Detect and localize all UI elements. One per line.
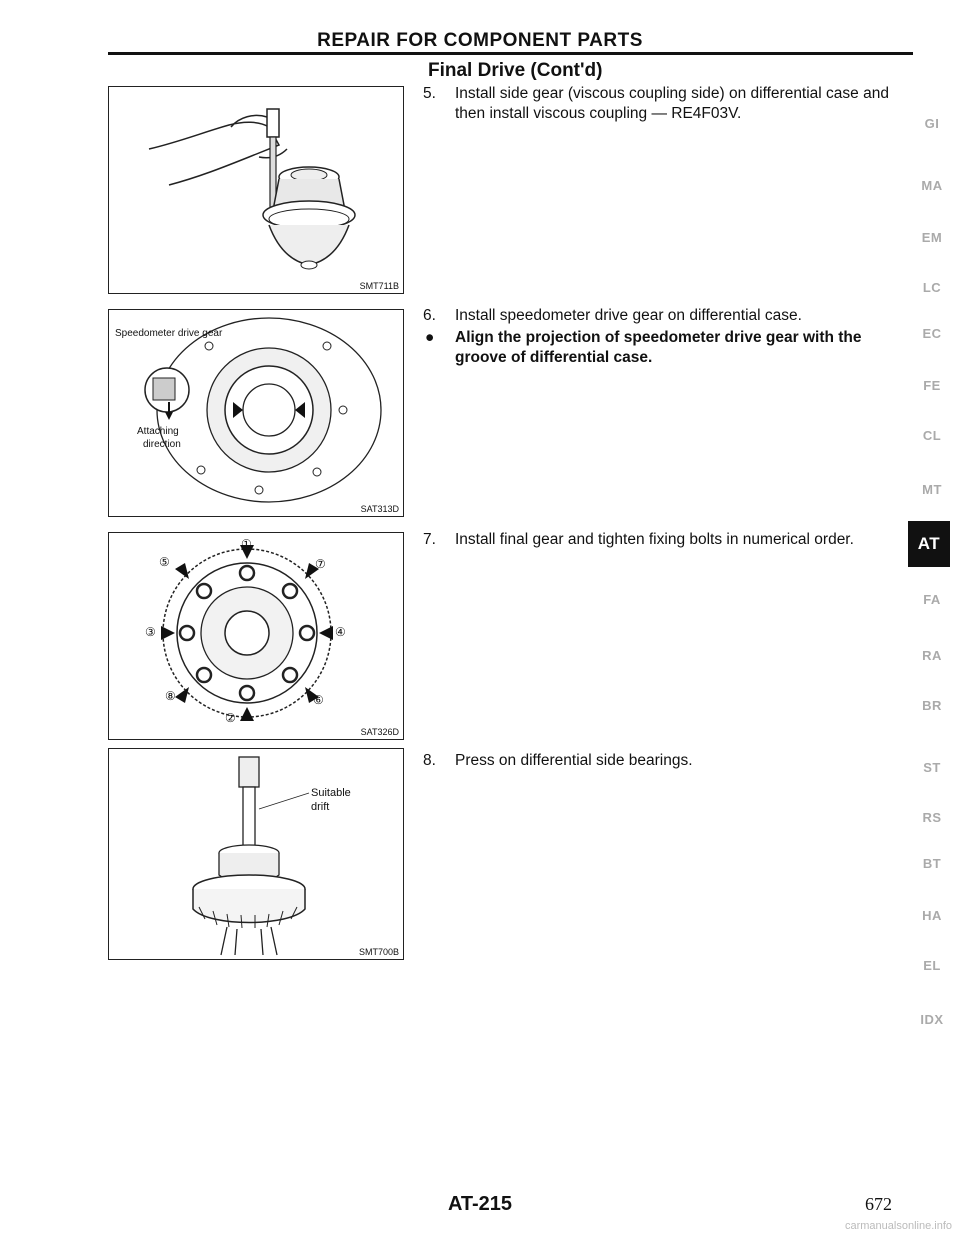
bolt-label-5: ⑤ <box>159 555 170 569</box>
bolt-label-2: ② <box>225 711 236 725</box>
page-number: AT-215 <box>447 1193 513 1215</box>
tab-fa[interactable]: FA <box>923 592 941 607</box>
tab-br[interactable]: BR <box>922 698 942 713</box>
bolt-label-3: ③ <box>145 625 156 639</box>
page-header-title: REPAIR FOR COMPONENT PARTS <box>317 30 643 51</box>
bolt-label-8: ⑧ <box>165 689 176 703</box>
tab-cl[interactable]: CL <box>922 428 942 443</box>
bolt-label-7: ⑦ <box>315 557 326 571</box>
bolt-label-4: ④ <box>335 625 346 639</box>
tab-st[interactable]: ST <box>923 760 941 775</box>
tab-fe[interactable]: FE <box>923 378 941 393</box>
tab-lc[interactable]: LC <box>922 280 942 295</box>
step-5 <box>423 84 911 124</box>
figure-final-gear-bolts <box>108 532 404 740</box>
tab-gi[interactable]: GI <box>924 116 940 131</box>
figure-viscous-coupling-install <box>108 86 404 294</box>
tab-em[interactable]: EM <box>921 230 943 245</box>
label-speedometer-drive-gear: Speedometer drive gear <box>115 328 223 339</box>
tab-ec[interactable]: EC <box>922 326 942 341</box>
tab-bt[interactable]: BT <box>922 856 942 871</box>
figure-code: SAT313D <box>360 504 399 514</box>
watermark: carmanualsonline.info <box>844 1220 952 1232</box>
step-text: Press on differential side bearings. <box>455 752 693 769</box>
step-number: 6. <box>423 307 436 324</box>
step-text: Install final gear and tighten fixing bolts in numerical order. <box>455 531 854 548</box>
step-6 <box>423 306 911 326</box>
illustration-press-drift <box>109 749 403 959</box>
tab-ha[interactable]: HA <box>922 908 942 923</box>
bullet-icon: ● <box>425 329 435 346</box>
illustration-differential-case <box>109 310 403 516</box>
step-8 <box>423 751 911 771</box>
tab-ma[interactable]: MA <box>921 178 943 193</box>
tab-mt[interactable]: MT <box>922 482 942 497</box>
label-direction: direction <box>143 439 181 450</box>
figure-code: SMT711B <box>359 281 399 291</box>
bolt-label-1: ① <box>241 537 252 551</box>
figure-code: SAT326D <box>360 727 399 737</box>
tab-at-active[interactable]: AT <box>908 521 950 567</box>
label-attaching: Attaching <box>137 426 179 437</box>
bolt-label-6: ⑥ <box>313 693 324 707</box>
step-number: 8. <box>423 752 436 769</box>
step-text: Install speedometer drive gear on differential case. <box>455 307 802 324</box>
step-number: 5. <box>423 85 436 102</box>
section-title: Final Drive (Cont'd) <box>428 60 603 81</box>
figure-code: SMT700B <box>358 947 399 957</box>
header-rule <box>108 52 913 55</box>
tab-rs[interactable]: RS <box>922 810 942 825</box>
note-align-projection <box>423 328 911 368</box>
tab-el[interactable]: EL <box>923 958 941 973</box>
illustration-hand-tool <box>109 87 403 293</box>
folio-number: 672 <box>865 1194 892 1214</box>
step-7 <box>423 530 911 550</box>
step-text: Install side gear (viscous coupling side) on differential case and then install viscous coupling — RE4F03V. <box>455 85 889 122</box>
note-text: Align the projection of speedometer drive gear with the groove of differential case. <box>455 329 862 366</box>
figure-speedometer-gear <box>108 309 404 517</box>
tab-ra[interactable]: RA <box>922 648 942 663</box>
tab-idx[interactable]: IDX <box>920 1012 944 1027</box>
figure-press-bearings <box>108 748 404 960</box>
label-suitable: Suitable <box>311 787 351 799</box>
step-number: 7. <box>423 531 436 548</box>
label-drift: drift <box>311 801 330 813</box>
